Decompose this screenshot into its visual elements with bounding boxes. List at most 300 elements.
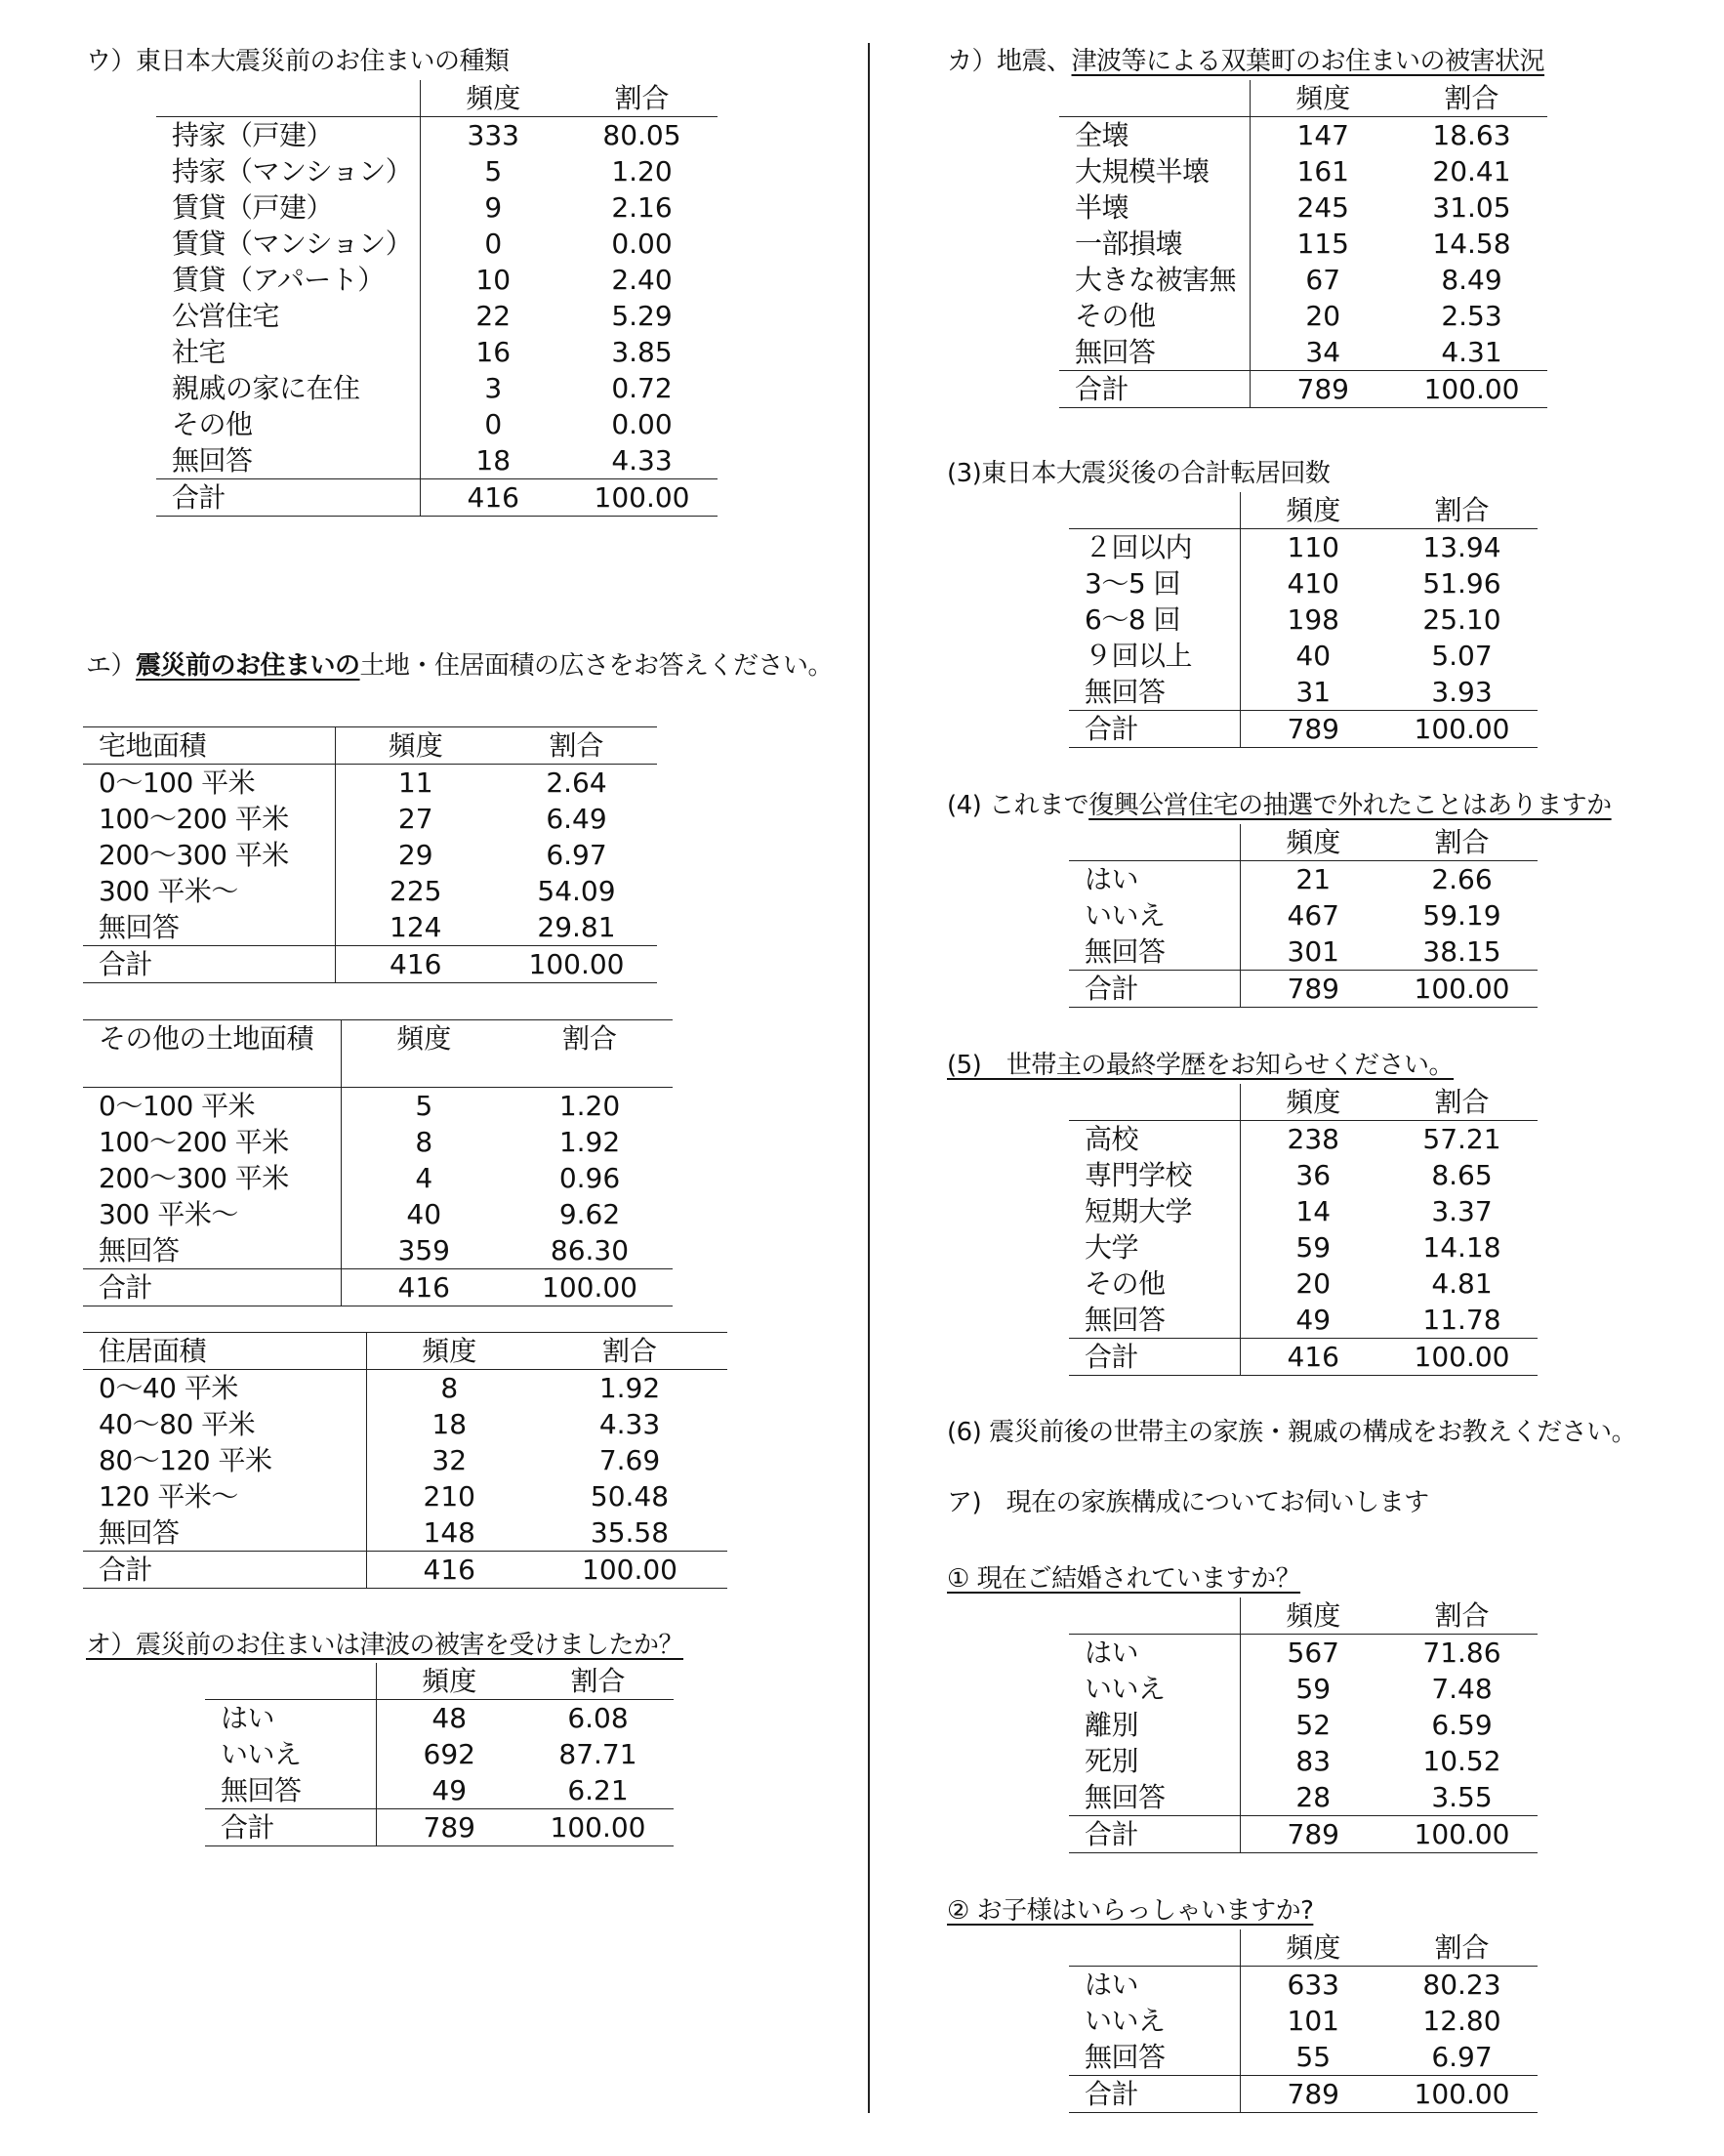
row-label: 0～100 平米 bbox=[83, 765, 335, 802]
table-row bbox=[83, 801, 657, 837]
row-percentage: 59.19 bbox=[1422, 899, 1501, 932]
table-header-label bbox=[1059, 80, 1250, 117]
row-label: 6～8 回 bbox=[1069, 601, 1240, 638]
heading-e: エ）震災前のお住まいの土地・住居面積の広さをお答えください。 bbox=[86, 651, 834, 681]
row-percentage: 14.18 bbox=[1422, 1231, 1501, 1264]
row-frequency: 467 bbox=[1287, 899, 1339, 932]
row-label: 死別 bbox=[1069, 1743, 1240, 1779]
row-label: 100～200 平米 bbox=[83, 1124, 341, 1160]
row-frequency: 83 bbox=[1295, 1745, 1332, 1777]
row-frequency: 110 bbox=[1287, 531, 1339, 563]
row-percentage: 100.00 bbox=[507, 1269, 673, 1306]
table-row bbox=[1069, 2039, 1538, 2076]
column-header-freq: 頻度 bbox=[1240, 1597, 1386, 1635]
table-total-row bbox=[205, 1809, 674, 1846]
column-header-pct: 割合 bbox=[532, 1333, 727, 1370]
row-label: 持家（マンション） bbox=[156, 153, 420, 189]
column-header-pct: 割合 bbox=[1396, 80, 1547, 117]
heading-u: ウ）東日本大震災前のお住まいの種類 bbox=[86, 47, 510, 76]
column-header-freq: 頻度 bbox=[335, 727, 496, 765]
table-header-label bbox=[1069, 1929, 1240, 1967]
row-frequency: 161 bbox=[1296, 155, 1349, 187]
row-label: 高校 bbox=[1069, 1121, 1240, 1158]
row-label: その他 bbox=[156, 406, 420, 442]
table-row bbox=[1069, 1302, 1538, 1339]
row-percentage: 20.41 bbox=[1432, 155, 1511, 187]
column-header-freq: 頻度 bbox=[366, 1333, 532, 1370]
row-percentage: 54.09 bbox=[537, 875, 616, 907]
table-row bbox=[83, 1196, 673, 1232]
table-header-label bbox=[205, 1663, 376, 1700]
row-label: 無回答 bbox=[83, 1232, 341, 1269]
row-label: 親戚の家に在住 bbox=[156, 370, 420, 406]
row-frequency: 633 bbox=[1287, 1969, 1339, 2001]
row-percentage: 2.53 bbox=[1441, 300, 1502, 332]
table-row bbox=[83, 1478, 727, 1514]
row-label: はい bbox=[1069, 861, 1240, 898]
table-header-label: 宅地面積 bbox=[83, 727, 335, 765]
row-percentage: 3.93 bbox=[1431, 676, 1493, 708]
row-frequency: 301 bbox=[1287, 935, 1339, 968]
table-total-row bbox=[156, 479, 718, 517]
row-percentage: 100.00 bbox=[1386, 1339, 1538, 1376]
row-percentage: 6.59 bbox=[1431, 1709, 1493, 1741]
table-header-row bbox=[1069, 492, 1538, 529]
row-label: 120 平米～ bbox=[83, 1478, 366, 1514]
table-e-floor-area bbox=[83, 1332, 727, 1589]
row-percentage: 29.81 bbox=[537, 911, 616, 943]
column-header-pct: 割合 bbox=[566, 80, 718, 117]
table-q3 bbox=[1069, 492, 1538, 748]
table-row bbox=[156, 406, 718, 442]
table-header-label: その他の土地面積 bbox=[83, 1020, 341, 1088]
row-label: 無回答 bbox=[1069, 674, 1240, 711]
row-percentage: 8.65 bbox=[1431, 1159, 1493, 1191]
column-header-freq: 頻度 bbox=[341, 1020, 507, 1088]
row-percentage: 6.08 bbox=[567, 1702, 629, 1734]
table-row bbox=[205, 1700, 674, 1737]
row-frequency: 210 bbox=[423, 1480, 475, 1513]
row-label: 全壊 bbox=[1059, 117, 1250, 154]
row-percentage: 1.92 bbox=[558, 1126, 621, 1158]
row-label: 合計 bbox=[83, 946, 335, 983]
table-q5 bbox=[1069, 1084, 1538, 1376]
table-total-row bbox=[1069, 1816, 1538, 1853]
column-header-pct: 割合 bbox=[1386, 824, 1538, 861]
row-label: 無回答 bbox=[1059, 334, 1250, 371]
table-header-label bbox=[156, 80, 420, 117]
table-row bbox=[1069, 1743, 1538, 1779]
table-header-row bbox=[1069, 1929, 1538, 1967]
row-percentage: 4.81 bbox=[1431, 1267, 1493, 1300]
row-frequency: 16 bbox=[475, 336, 512, 368]
table-header-row bbox=[83, 1333, 727, 1370]
row-percentage: 0.96 bbox=[558, 1162, 621, 1194]
row-percentage: 3.37 bbox=[1431, 1195, 1493, 1227]
row-percentage: 25.10 bbox=[1422, 603, 1501, 636]
table-row bbox=[156, 189, 718, 226]
row-label: その他 bbox=[1069, 1265, 1240, 1302]
table-row bbox=[83, 873, 657, 909]
table-row bbox=[156, 298, 718, 334]
heading-m1: ① 現在ご結婚されていますか？ bbox=[947, 1564, 1301, 1594]
row-label: 無回答 bbox=[83, 1514, 366, 1552]
heading-m2: ② お子様はいらっしゃいますか? bbox=[947, 1896, 1314, 1926]
heading-q4: (4) これまで復興公営住宅の抽選で外れたことはありますか bbox=[947, 791, 1612, 820]
row-frequency: 245 bbox=[1296, 191, 1349, 224]
table-row bbox=[156, 442, 718, 479]
table-row bbox=[1069, 897, 1538, 933]
table-row bbox=[1059, 298, 1547, 334]
row-label: はい bbox=[1069, 1635, 1240, 1672]
column-header-freq: 頻度 bbox=[1250, 80, 1396, 117]
table-header-label bbox=[1069, 824, 1240, 861]
row-frequency: 416 bbox=[420, 479, 566, 517]
row-frequency: 789 bbox=[1240, 971, 1386, 1008]
row-frequency: 8 bbox=[415, 1126, 433, 1158]
row-frequency: 124 bbox=[390, 911, 442, 943]
row-frequency: 789 bbox=[1240, 711, 1386, 748]
table-row bbox=[1059, 117, 1547, 154]
row-percentage: 11.78 bbox=[1422, 1304, 1501, 1336]
row-percentage: 13.94 bbox=[1422, 531, 1501, 563]
row-frequency: 4 bbox=[415, 1162, 433, 1194]
table-row bbox=[156, 153, 718, 189]
table-row bbox=[1059, 334, 1547, 371]
row-percentage: 100.00 bbox=[522, 1809, 674, 1846]
row-percentage: 50.48 bbox=[590, 1480, 670, 1513]
row-percentage: 1.20 bbox=[558, 1090, 621, 1122]
table-header-label bbox=[1069, 1084, 1240, 1121]
row-percentage: 5.29 bbox=[611, 300, 673, 332]
row-label: 200～300 平米 bbox=[83, 837, 335, 873]
row-percentage: 100.00 bbox=[1396, 371, 1547, 408]
row-frequency: 416 bbox=[1240, 1339, 1386, 1376]
column-header-pct: 割合 bbox=[1386, 1084, 1538, 1121]
table-total-row bbox=[1069, 711, 1538, 748]
row-label: 大規模半壊 bbox=[1059, 153, 1250, 189]
row-percentage: 2.64 bbox=[546, 767, 607, 799]
row-percentage: 100.00 bbox=[566, 479, 718, 517]
column-header-freq: 頻度 bbox=[1240, 1084, 1386, 1121]
table-row bbox=[1069, 529, 1538, 566]
row-frequency: 692 bbox=[423, 1738, 475, 1770]
row-percentage: 100.00 bbox=[1386, 711, 1538, 748]
table-row bbox=[1069, 1671, 1538, 1707]
row-label: 合計 bbox=[1069, 971, 1240, 1008]
row-label: 大きな被害無 bbox=[1059, 262, 1250, 298]
row-label: 200～300 平米 bbox=[83, 1160, 341, 1196]
row-percentage: 8.49 bbox=[1441, 264, 1502, 296]
column-header-pct: 割合 bbox=[522, 1663, 674, 1700]
row-frequency: 14 bbox=[1295, 1195, 1332, 1227]
table-row bbox=[1069, 601, 1538, 638]
row-label: 80～120 平米 bbox=[83, 1442, 366, 1478]
row-label: 賃貸（戸建） bbox=[156, 189, 420, 226]
table-e-other-land bbox=[83, 1019, 673, 1306]
table-m2 bbox=[1069, 1929, 1538, 2113]
row-label: 無回答 bbox=[1069, 1302, 1240, 1339]
table-header-row bbox=[83, 1020, 673, 1088]
row-frequency: 20 bbox=[1295, 1267, 1332, 1300]
table-row bbox=[83, 909, 657, 946]
row-label: 0～40 平米 bbox=[83, 1370, 366, 1407]
table-row bbox=[1069, 2003, 1538, 2039]
row-percentage: 6.49 bbox=[546, 803, 607, 835]
table-row bbox=[83, 1514, 727, 1552]
row-frequency: 18 bbox=[475, 444, 512, 477]
table-row bbox=[1059, 189, 1547, 226]
table-row bbox=[1059, 262, 1547, 298]
row-label: 3～5 回 bbox=[1069, 565, 1240, 601]
table-row bbox=[1069, 638, 1538, 674]
table-header-row bbox=[1069, 824, 1538, 861]
row-percentage: 6.97 bbox=[546, 839, 607, 871]
table-row bbox=[1069, 1779, 1538, 1816]
row-label: 40～80 平米 bbox=[83, 1406, 366, 1442]
row-percentage: 87.71 bbox=[558, 1738, 637, 1770]
row-label: 無回答 bbox=[1069, 1779, 1240, 1816]
row-label: 専門学校 bbox=[1069, 1157, 1240, 1193]
table-o bbox=[205, 1663, 674, 1846]
row-label: ２回以内 bbox=[1069, 529, 1240, 566]
table-row bbox=[1069, 1229, 1538, 1265]
row-percentage: 14.58 bbox=[1432, 228, 1511, 260]
row-label: いいえ bbox=[205, 1736, 376, 1772]
column-header-pct: 割合 bbox=[496, 727, 657, 765]
row-frequency: 789 bbox=[1250, 371, 1396, 408]
row-percentage: 100.00 bbox=[532, 1552, 727, 1589]
row-label: ９回以上 bbox=[1069, 638, 1240, 674]
row-frequency: 21 bbox=[1295, 863, 1332, 895]
row-percentage: 31.05 bbox=[1432, 191, 1511, 224]
row-label: いいえ bbox=[1069, 1671, 1240, 1707]
row-label: 合計 bbox=[83, 1269, 341, 1306]
row-frequency: 28 bbox=[1295, 1781, 1332, 1813]
column-header-freq: 頻度 bbox=[376, 1663, 522, 1700]
row-label: 無回答 bbox=[1069, 933, 1240, 971]
row-frequency: 48 bbox=[431, 1702, 468, 1734]
row-percentage: 100.00 bbox=[1386, 971, 1538, 1008]
row-label: 100～200 平米 bbox=[83, 801, 335, 837]
row-frequency: 0 bbox=[484, 228, 503, 260]
row-percentage: 38.15 bbox=[1422, 935, 1501, 968]
row-frequency: 238 bbox=[1287, 1123, 1339, 1155]
table-header-row bbox=[205, 1663, 674, 1700]
row-label: 合計 bbox=[1069, 711, 1240, 748]
row-frequency: 59 bbox=[1295, 1673, 1332, 1705]
row-frequency: 52 bbox=[1295, 1709, 1332, 1741]
row-frequency: 18 bbox=[431, 1408, 468, 1440]
row-frequency: 36 bbox=[1295, 1159, 1332, 1191]
column-header-freq: 頻度 bbox=[1240, 492, 1386, 529]
table-row bbox=[83, 1370, 727, 1407]
row-label: はい bbox=[1069, 1967, 1240, 2004]
row-percentage: 7.48 bbox=[1431, 1673, 1493, 1705]
row-frequency: 5 bbox=[415, 1090, 433, 1122]
row-frequency: 101 bbox=[1287, 2005, 1339, 2037]
row-frequency: 3 bbox=[484, 372, 503, 404]
row-percentage: 80.05 bbox=[602, 119, 681, 151]
table-u bbox=[156, 80, 718, 517]
table-row bbox=[83, 1160, 673, 1196]
row-frequency: 5 bbox=[484, 155, 503, 187]
row-frequency: 32 bbox=[431, 1444, 468, 1476]
row-frequency: 225 bbox=[390, 875, 442, 907]
row-frequency: 20 bbox=[1305, 300, 1341, 332]
row-label: その他 bbox=[1059, 298, 1250, 334]
table-row bbox=[1069, 1121, 1538, 1158]
row-label: 合計 bbox=[205, 1809, 376, 1846]
row-label: 大学 bbox=[1069, 1229, 1240, 1265]
row-percentage: 2.40 bbox=[611, 264, 673, 296]
table-row bbox=[83, 765, 657, 802]
row-percentage: 5.07 bbox=[1431, 640, 1493, 672]
table-row bbox=[1069, 1193, 1538, 1229]
table-row bbox=[1069, 1635, 1538, 1672]
heading-ka: カ）地震、津波等による双葉町のお住まいの被害状況 bbox=[947, 47, 1545, 76]
table-row bbox=[83, 1088, 673, 1125]
row-label: 合計 bbox=[1059, 371, 1250, 408]
row-frequency: 34 bbox=[1305, 336, 1341, 368]
column-divider bbox=[868, 43, 870, 2113]
row-frequency: 31 bbox=[1295, 676, 1332, 708]
row-percentage: 80.23 bbox=[1422, 1969, 1501, 2001]
row-frequency: 0 bbox=[484, 408, 503, 440]
row-frequency: 10 bbox=[475, 264, 512, 296]
row-percentage: 4.33 bbox=[611, 444, 673, 477]
table-row bbox=[156, 226, 718, 262]
row-frequency: 416 bbox=[366, 1552, 532, 1589]
row-frequency: 333 bbox=[467, 119, 519, 151]
row-frequency: 359 bbox=[397, 1234, 450, 1266]
table-total-row bbox=[1069, 2076, 1538, 2113]
table-e-residential-land bbox=[83, 726, 657, 983]
row-frequency: 40 bbox=[406, 1198, 442, 1230]
row-label: 無回答 bbox=[156, 442, 420, 479]
row-percentage: 100.00 bbox=[496, 946, 657, 983]
row-label: 0～100 平米 bbox=[83, 1088, 341, 1125]
table-total-row bbox=[83, 946, 657, 983]
table-row bbox=[83, 837, 657, 873]
row-percentage: 12.80 bbox=[1422, 2005, 1501, 2037]
table-row bbox=[83, 1406, 727, 1442]
heading-a: ア) 現在の家族構成についてお伺いします bbox=[947, 1488, 1429, 1517]
row-label: いいえ bbox=[1069, 2003, 1240, 2039]
row-percentage: 0.00 bbox=[611, 408, 673, 440]
row-label: 300 平米～ bbox=[83, 1196, 341, 1232]
table-row bbox=[205, 1736, 674, 1772]
row-label: 短期大学 bbox=[1069, 1193, 1240, 1229]
row-percentage: 51.96 bbox=[1422, 567, 1501, 600]
row-percentage: 100.00 bbox=[1386, 1816, 1538, 1853]
table-row bbox=[1069, 933, 1538, 971]
row-percentage: 2.16 bbox=[611, 191, 673, 224]
row-percentage: 4.31 bbox=[1441, 336, 1502, 368]
heading-q6: (6) 震災前後の世帯主の家族・親戚の構成をお教えください。 bbox=[947, 1418, 1637, 1447]
row-percentage: 18.63 bbox=[1432, 119, 1511, 151]
table-row bbox=[1069, 1967, 1538, 2004]
table-total-row bbox=[1069, 1339, 1538, 1376]
row-percentage: 6.21 bbox=[567, 1774, 629, 1806]
table-header-row bbox=[1069, 1597, 1538, 1635]
row-label: 合計 bbox=[1069, 1339, 1240, 1376]
table-row bbox=[156, 334, 718, 370]
row-frequency: 11 bbox=[397, 767, 433, 799]
row-percentage: 86.30 bbox=[550, 1234, 630, 1266]
row-percentage: 7.69 bbox=[598, 1444, 661, 1476]
table-total-row bbox=[1059, 371, 1547, 408]
table-header-row bbox=[83, 727, 657, 765]
row-frequency: 416 bbox=[341, 1269, 507, 1306]
row-label: 無回答 bbox=[1069, 2039, 1240, 2076]
table-header-row bbox=[156, 80, 718, 117]
row-frequency: 49 bbox=[1295, 1304, 1332, 1336]
table-row bbox=[205, 1772, 674, 1809]
column-header-pct: 割合 bbox=[1386, 1929, 1538, 1967]
row-percentage: 1.92 bbox=[598, 1372, 661, 1404]
row-label: いいえ bbox=[1069, 897, 1240, 933]
table-row bbox=[156, 117, 718, 154]
table-total-row bbox=[83, 1552, 727, 1589]
table-row bbox=[1069, 565, 1538, 601]
row-percentage: 57.21 bbox=[1422, 1123, 1501, 1155]
row-percentage: 4.33 bbox=[598, 1408, 661, 1440]
row-frequency: 410 bbox=[1287, 567, 1339, 600]
table-row bbox=[156, 370, 718, 406]
row-percentage: 1.20 bbox=[611, 155, 673, 187]
row-label: 一部損壊 bbox=[1059, 226, 1250, 262]
row-percentage: 3.85 bbox=[611, 336, 673, 368]
row-frequency: 198 bbox=[1287, 603, 1339, 636]
heading-q5: (5) 世帯主の最終学歴をお知らせください。 bbox=[947, 1051, 1455, 1080]
column-header-freq: 頻度 bbox=[1240, 824, 1386, 861]
heading-o: オ）震災前のお住まいは津波の被害を受けましたか？ bbox=[86, 1631, 684, 1660]
heading-q3: (3)東日本大震災後の合計転居回数 bbox=[947, 459, 1331, 488]
table-row bbox=[1059, 153, 1547, 189]
row-frequency: 115 bbox=[1296, 228, 1349, 260]
row-frequency: 416 bbox=[335, 946, 496, 983]
row-percentage: 9.62 bbox=[558, 1198, 621, 1230]
row-label: 社宅 bbox=[156, 334, 420, 370]
row-frequency: 27 bbox=[397, 803, 433, 835]
table-row bbox=[83, 1442, 727, 1478]
table-total-row bbox=[83, 1269, 673, 1306]
row-label: 合計 bbox=[83, 1552, 366, 1589]
table-row bbox=[1069, 674, 1538, 711]
row-percentage: 2.66 bbox=[1431, 863, 1493, 895]
row-frequency: 789 bbox=[1240, 2076, 1386, 2113]
row-frequency: 67 bbox=[1305, 264, 1341, 296]
row-percentage: 10.52 bbox=[1422, 1745, 1501, 1777]
row-percentage: 6.97 bbox=[1431, 2041, 1493, 2073]
row-percentage: 35.58 bbox=[590, 1516, 670, 1549]
table-header-label bbox=[1069, 492, 1240, 529]
row-frequency: 29 bbox=[397, 839, 433, 871]
row-label: 300 平米～ bbox=[83, 873, 335, 909]
row-frequency: 55 bbox=[1295, 2041, 1332, 2073]
table-row bbox=[83, 1232, 673, 1269]
row-label: はい bbox=[205, 1700, 376, 1737]
row-label: 持家（戸建） bbox=[156, 117, 420, 154]
column-header-freq: 頻度 bbox=[1240, 1929, 1386, 1967]
row-label: 半壊 bbox=[1059, 189, 1250, 226]
row-percentage: 100.00 bbox=[1386, 2076, 1538, 2113]
row-label: 公営住宅 bbox=[156, 298, 420, 334]
table-row bbox=[83, 1124, 673, 1160]
row-frequency: 59 bbox=[1295, 1231, 1332, 1264]
table-ka bbox=[1059, 80, 1547, 408]
